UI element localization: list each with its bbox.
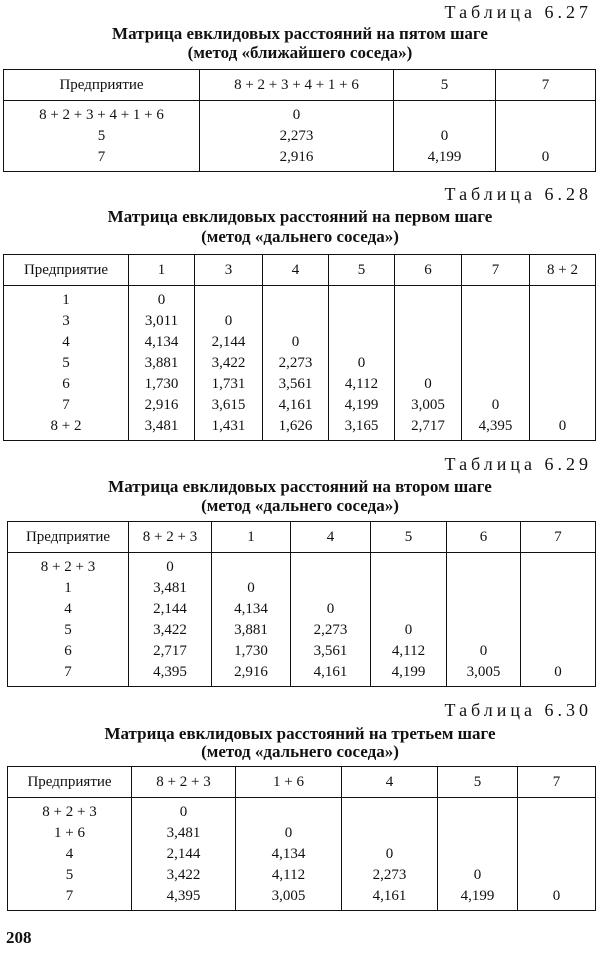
table-cell bbox=[342, 823, 438, 844]
table-row bbox=[4, 286, 596, 312]
table-row bbox=[4, 374, 596, 395]
table-cell: 0 bbox=[132, 798, 236, 824]
header-row bbox=[8, 767, 596, 798]
table-row bbox=[8, 823, 596, 844]
table-cell bbox=[263, 311, 329, 332]
table-cell bbox=[195, 286, 263, 312]
table-cell: 1,730 bbox=[212, 641, 291, 662]
column-header: 7 bbox=[462, 255, 530, 286]
row-label: 7 bbox=[8, 886, 132, 911]
table-cell: 2,273 bbox=[200, 126, 394, 147]
table-cell bbox=[521, 641, 596, 662]
table-row bbox=[8, 844, 596, 865]
table-cell: 3,481 bbox=[129, 416, 195, 441]
table-row bbox=[4, 395, 596, 416]
table-row bbox=[4, 126, 596, 147]
header-row bbox=[8, 522, 596, 553]
table-cell: 3,011 bbox=[129, 311, 195, 332]
table-title: Матрица евклидовых расстояний на первом шаге bbox=[107, 207, 493, 226]
row-label: 5 bbox=[4, 126, 200, 147]
table-cell: 1,730 bbox=[129, 374, 195, 395]
table-cell: 3,005 bbox=[236, 886, 342, 911]
table-cell: 0 bbox=[530, 416, 596, 441]
table-cell bbox=[394, 101, 496, 127]
table-cell: 3,615 bbox=[195, 395, 263, 416]
table-cell bbox=[530, 395, 596, 416]
table-cell: 2,144 bbox=[195, 332, 263, 353]
table-cell: 1,431 bbox=[195, 416, 263, 441]
table-cell: 0 bbox=[200, 101, 394, 127]
row-label: 7 bbox=[4, 395, 129, 416]
distance-matrix-table bbox=[7, 766, 596, 911]
table-cell: 4,199 bbox=[438, 886, 518, 911]
table-cell bbox=[342, 798, 438, 824]
table-cell: 4,199 bbox=[394, 147, 496, 172]
row-label: 1 + 6 bbox=[8, 823, 132, 844]
row-label: 5 bbox=[8, 865, 132, 886]
table-cell: 3,165 bbox=[329, 416, 395, 441]
table-cell: 0 bbox=[342, 844, 438, 865]
table-cell bbox=[530, 332, 596, 353]
table-row bbox=[4, 311, 596, 332]
row-label: 5 bbox=[4, 353, 129, 374]
table-cell: 2,916 bbox=[200, 147, 394, 172]
table-row bbox=[8, 578, 596, 599]
table-cell bbox=[395, 311, 462, 332]
table-cell: 2,273 bbox=[263, 353, 329, 374]
column-header: 4 bbox=[263, 255, 329, 286]
table-cell bbox=[462, 311, 530, 332]
table-cell bbox=[438, 798, 518, 824]
table-cell: 4,199 bbox=[329, 395, 395, 416]
table-cell: 0 bbox=[329, 353, 395, 374]
table-subtitle: (метод «ближайшего соседа») bbox=[187, 43, 413, 62]
row-label: 8 + 2 + 3 + 4 + 1 + 6 bbox=[4, 101, 200, 127]
table-row bbox=[8, 620, 596, 641]
row-label: 6 bbox=[4, 374, 129, 395]
table-cell: 0 bbox=[394, 126, 496, 147]
table-number: Таблица 6.30 bbox=[444, 700, 592, 720]
table-cell: 3,422 bbox=[195, 353, 263, 374]
column-header-enterprise: Предприятие bbox=[4, 255, 129, 286]
table-number: Таблица 6.29 bbox=[444, 454, 592, 474]
table-cell: 4,161 bbox=[291, 662, 371, 687]
distance-matrix-table bbox=[3, 69, 596, 172]
row-label: 3 bbox=[4, 311, 129, 332]
table-cell bbox=[329, 286, 395, 312]
row-label: 6 bbox=[8, 641, 129, 662]
row-label: 4 bbox=[8, 599, 129, 620]
table-cell bbox=[371, 578, 447, 599]
table-cell bbox=[291, 553, 371, 579]
table-row bbox=[8, 886, 596, 911]
column-header-enterprise: Предприятие bbox=[4, 70, 200, 101]
table-cell: 4,199 bbox=[371, 662, 447, 687]
table-title: Матрица евклидовых расстояний на пятом шаге bbox=[112, 24, 488, 43]
table-cell bbox=[371, 599, 447, 620]
table-cell: 2,273 bbox=[342, 865, 438, 886]
table-cell: 4,112 bbox=[236, 865, 342, 886]
table-cell bbox=[447, 553, 521, 579]
column-header: 4 bbox=[291, 522, 371, 553]
table-cell: 2,144 bbox=[132, 844, 236, 865]
table-cell: 0 bbox=[518, 886, 596, 911]
table-cell: 2,717 bbox=[129, 641, 212, 662]
table-cell: 4,112 bbox=[371, 641, 447, 662]
table-cell bbox=[329, 311, 395, 332]
row-label: 1 bbox=[4, 286, 129, 312]
table-cell: 3,481 bbox=[132, 823, 236, 844]
column-header: 6 bbox=[395, 255, 462, 286]
table-cell: 0 bbox=[129, 286, 195, 312]
column-header: 5 bbox=[329, 255, 395, 286]
column-header: 7 bbox=[518, 767, 596, 798]
column-header: 5 bbox=[371, 522, 447, 553]
table-cell: 0 bbox=[371, 620, 447, 641]
row-label: 5 bbox=[8, 620, 129, 641]
table-cell bbox=[212, 553, 291, 579]
column-header: 8 + 2 + 3 bbox=[129, 522, 212, 553]
column-header-enterprise: Предприятие bbox=[8, 522, 129, 553]
column-header: 8 + 2 + 3 bbox=[132, 767, 236, 798]
table-cell bbox=[518, 865, 596, 886]
column-header: 6 bbox=[447, 522, 521, 553]
column-header: 5 bbox=[394, 70, 496, 101]
table-row bbox=[4, 353, 596, 374]
column-header: 1 bbox=[212, 522, 291, 553]
table-subtitle: (метод «дальнего соседа») bbox=[201, 496, 399, 515]
table-number: Таблица 6.28 bbox=[444, 184, 592, 204]
column-header-enterprise: Предприятие bbox=[8, 767, 132, 798]
table-cell bbox=[395, 286, 462, 312]
table-cell: 4,134 bbox=[129, 332, 195, 353]
row-label: 4 bbox=[4, 332, 129, 353]
table-cell bbox=[236, 798, 342, 824]
table-cell: 2,273 bbox=[291, 620, 371, 641]
row-label: 1 bbox=[8, 578, 129, 599]
table-cell: 3,881 bbox=[129, 353, 195, 374]
table-number: Таблица 6.27 bbox=[444, 2, 592, 22]
table-title: Матрица евклидовых расстояний на третьем шаге bbox=[104, 724, 496, 743]
table-cell: 0 bbox=[462, 395, 530, 416]
table-cell bbox=[518, 823, 596, 844]
table-cell bbox=[447, 578, 521, 599]
table-cell: 2,916 bbox=[212, 662, 291, 687]
table-cell: 3,561 bbox=[263, 374, 329, 395]
column-header: 3 bbox=[195, 255, 263, 286]
table-subtitle: (метод «дальнего соседа») bbox=[201, 742, 399, 761]
table-cell bbox=[496, 126, 596, 147]
table-cell bbox=[521, 553, 596, 579]
table-cell: 0 bbox=[395, 374, 462, 395]
table-row bbox=[8, 865, 596, 886]
table-row bbox=[4, 101, 596, 127]
table-cell: 2,916 bbox=[129, 395, 195, 416]
table-cell bbox=[530, 311, 596, 332]
table-cell bbox=[496, 101, 596, 127]
column-header: 1 + 6 bbox=[236, 767, 342, 798]
table-cell: 3,005 bbox=[395, 395, 462, 416]
table-cell: 4,395 bbox=[462, 416, 530, 441]
table-cell bbox=[462, 332, 530, 353]
row-label: 8 + 2 + 3 bbox=[8, 798, 132, 824]
table-cell: 3,005 bbox=[447, 662, 521, 687]
distance-matrix-table bbox=[3, 254, 596, 441]
table-row bbox=[4, 147, 596, 172]
table-cell bbox=[447, 620, 521, 641]
column-header: 7 bbox=[521, 522, 596, 553]
table-cell: 0 bbox=[236, 823, 342, 844]
table-cell bbox=[395, 332, 462, 353]
table-cell: 0 bbox=[496, 147, 596, 172]
table-cell bbox=[291, 578, 371, 599]
table-row bbox=[8, 553, 596, 579]
table-row bbox=[8, 599, 596, 620]
table-cell bbox=[530, 286, 596, 312]
table-cell: 3,422 bbox=[129, 620, 212, 641]
table-cell: 1,731 bbox=[195, 374, 263, 395]
table-cell bbox=[462, 353, 530, 374]
table-cell: 4,395 bbox=[132, 886, 236, 911]
row-label: 8 + 2 bbox=[4, 416, 129, 441]
table-cell: 0 bbox=[195, 311, 263, 332]
table-cell: 0 bbox=[438, 865, 518, 886]
table-cell bbox=[395, 353, 462, 374]
table-cell: 4,134 bbox=[236, 844, 342, 865]
column-header: 8 + 2 bbox=[530, 255, 596, 286]
header-row bbox=[4, 255, 596, 286]
table-cell bbox=[530, 353, 596, 374]
table-cell: 0 bbox=[263, 332, 329, 353]
table-row bbox=[4, 416, 596, 441]
table-title: Матрица евклидовых расстояний на втором шаге bbox=[108, 477, 492, 496]
table-cell: 3,422 bbox=[132, 865, 236, 886]
table-cell: 0 bbox=[521, 662, 596, 687]
table-cell: 0 bbox=[291, 599, 371, 620]
table-cell bbox=[530, 374, 596, 395]
table-subtitle: (метод «дальнего соседа») bbox=[201, 227, 399, 246]
table-row bbox=[8, 798, 596, 824]
table-cell: 2,717 bbox=[395, 416, 462, 441]
table-cell bbox=[521, 620, 596, 641]
table-cell: 4,134 bbox=[212, 599, 291, 620]
table-cell: 3,561 bbox=[291, 641, 371, 662]
column-header: 8 + 2 + 3 + 4 + 1 + 6 bbox=[200, 70, 394, 101]
table-row bbox=[8, 641, 596, 662]
table-cell: 3,481 bbox=[129, 578, 212, 599]
distance-matrix-table bbox=[7, 521, 596, 687]
table-cell: 4,161 bbox=[263, 395, 329, 416]
table-cell: 4,112 bbox=[329, 374, 395, 395]
column-header: 1 bbox=[129, 255, 195, 286]
row-label: 7 bbox=[8, 662, 129, 687]
table-cell bbox=[462, 374, 530, 395]
table-cell bbox=[438, 844, 518, 865]
table-cell bbox=[518, 844, 596, 865]
table-cell bbox=[329, 332, 395, 353]
table-cell bbox=[263, 286, 329, 312]
row-label: 8 + 2 + 3 bbox=[8, 553, 129, 579]
table-cell bbox=[518, 798, 596, 824]
table-cell bbox=[462, 286, 530, 312]
table-cell: 2,144 bbox=[129, 599, 212, 620]
row-label: 7 bbox=[4, 147, 200, 172]
table-cell bbox=[521, 599, 596, 620]
table-cell: 1,626 bbox=[263, 416, 329, 441]
table-row bbox=[8, 662, 596, 687]
table-cell: 0 bbox=[129, 553, 212, 579]
table-cell: 0 bbox=[447, 641, 521, 662]
table-cell bbox=[371, 553, 447, 579]
column-header: 7 bbox=[496, 70, 596, 101]
row-label: 4 bbox=[8, 844, 132, 865]
table-cell: 4,395 bbox=[129, 662, 212, 687]
page-number: 208 bbox=[6, 928, 32, 947]
table-cell bbox=[521, 578, 596, 599]
header-row bbox=[4, 70, 596, 101]
table-cell: 4,161 bbox=[342, 886, 438, 911]
table-row bbox=[4, 332, 596, 353]
column-header: 5 bbox=[438, 767, 518, 798]
table-cell bbox=[438, 823, 518, 844]
table-cell: 3,881 bbox=[212, 620, 291, 641]
table-cell bbox=[447, 599, 521, 620]
table-cell: 0 bbox=[212, 578, 291, 599]
column-header: 4 bbox=[342, 767, 438, 798]
